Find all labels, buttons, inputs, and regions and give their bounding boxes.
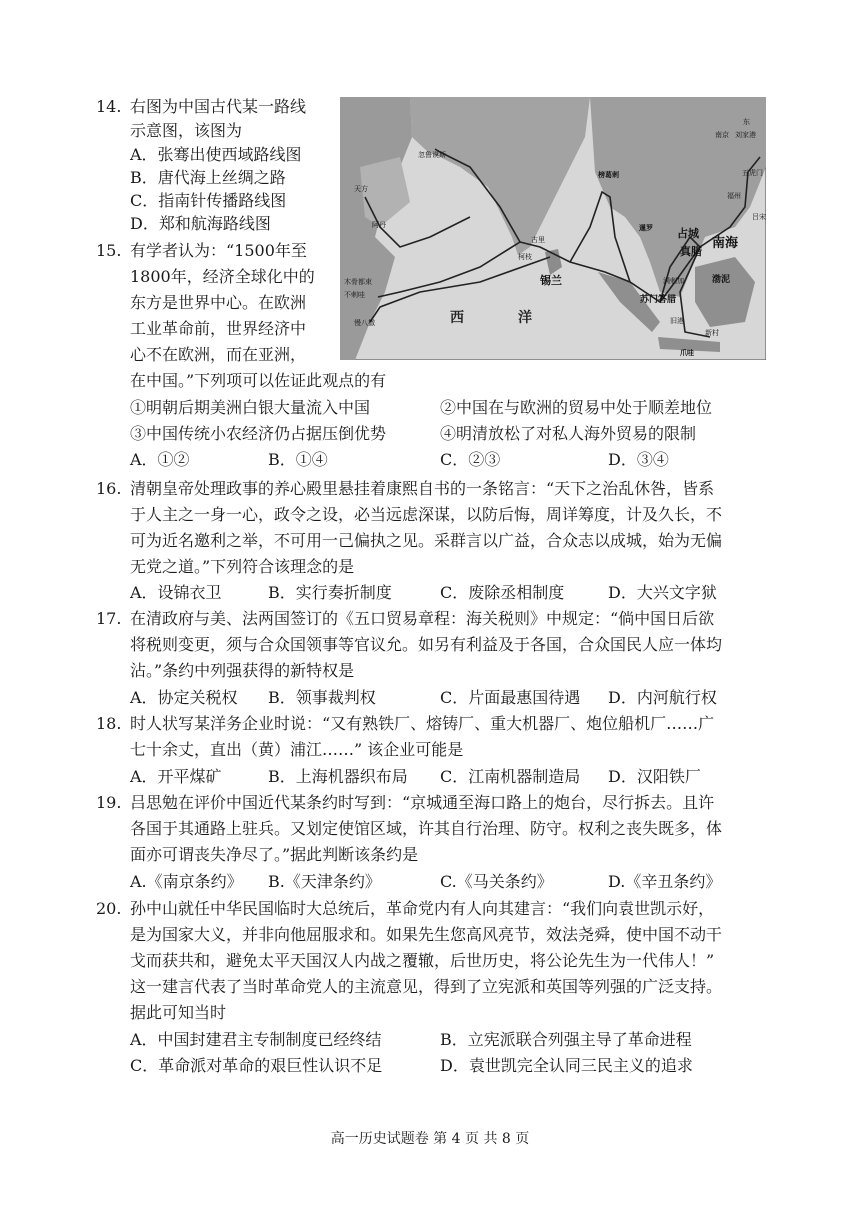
label-bengal: 榜葛剌 [598, 171, 619, 179]
question-stem-line: 据此可知当时 [130, 1003, 227, 1022]
option-c: C．②③ [440, 450, 501, 469]
voyage-route-map [340, 97, 766, 360]
label-ceylon: 锡兰 [540, 274, 562, 287]
label-nanhai: 南海 [712, 236, 739, 251]
label-yang: 洋 [518, 310, 532, 326]
label-mogadishu: 木骨都束 [344, 278, 372, 286]
option-c: C．革命派对革命的艰巨性认识不足 [130, 1056, 383, 1075]
question-number: 16. [96, 479, 122, 498]
option-b: B．立宪派联合列强主导了革命进程 [440, 1030, 692, 1049]
question-stem-line: 无党之道。”下列符合该理念的是 [130, 557, 355, 576]
label-nanjing: 南京 [715, 131, 729, 139]
question-stem-line: 于人主之一身一心，政令之设，必当远虑深谋，以防后悔，周详筹度，计及久长，不 [130, 505, 723, 524]
label-zhancheng: 占城 [677, 227, 699, 240]
question-stem-line: 将税则变更，须与合众国领事等官议允。如另有利益及于各国，合众国民人应一体均 [130, 635, 723, 654]
statement-1: ①明朝后期美洲白银大量流入中国 [130, 398, 371, 417]
label-wuhumen: 五虎门 [742, 169, 763, 177]
question-stem-line: 吕思勉在评价中国近代某条约时写到：“京城通至海口路上的炮台，尽行拆去。且许 [130, 793, 715, 812]
option-b: B.《天津条约》 [268, 872, 381, 891]
option-b: B．实行奏折制度 [268, 583, 392, 602]
question-stem-line: 七十余丈，直出（黄）浦江……” 该企业可能是 [130, 740, 464, 759]
label-malacca: 满剌加 [663, 277, 684, 285]
question-stem-line: 在清政府与美、法两国签订的《五口贸易章程：海关税则》中规定：“倘中国日后欲 [130, 609, 715, 628]
label-kezhi: 柯枝 [518, 253, 532, 261]
label-xi: 西 [450, 310, 464, 326]
label-adan: 阿丹 [372, 221, 386, 229]
option-a: A．张骞出使西域路线图 [130, 145, 302, 164]
label-mombasa: 慢八撒 [354, 319, 375, 327]
question-stem-line: 1800年，经济全球化中的 [130, 267, 315, 286]
label-brawa: 不剌哇 [344, 291, 365, 299]
option-d: D．汉阳铁厂 [608, 767, 701, 786]
statement-2: ②中国在与欧洲的贸易中处于顺差地位 [440, 398, 713, 417]
label-sumatra: 苏门答腊 [640, 295, 677, 305]
statement-4: ④明清放松了对私人海外贸易的限制 [440, 424, 697, 443]
option-c: C.《马关条约》 [440, 872, 553, 891]
question-number: 19. [96, 793, 122, 812]
statement-3: ③中国传统小农经济仍占据压倒优势 [130, 424, 387, 443]
page-footer: 高一历史试题卷 第 4 页 共 8 页 [330, 1131, 530, 1147]
question-number: 14. [96, 97, 122, 116]
question-number: 15. [96, 241, 122, 260]
option-b: B．上海机器织布局 [268, 767, 408, 786]
question-stem-line: 有学者认为：“1500年至 [130, 241, 307, 260]
question-stem-line: 面亦可谓丧失净尽了。”据此判断该条约是 [130, 845, 419, 864]
label-guli: 古里 [531, 236, 545, 244]
question-number: 17. [96, 609, 122, 628]
option-c: C．片面最惠国待遇 [440, 688, 581, 707]
question-stem-line: 时人状写某洋务企业时说：“又有熟铁厂、熔铸厂、重大机器厂、炮位船机厂……广 [130, 714, 715, 733]
label-dong: 东 [743, 118, 750, 126]
option-c: C．废除丞相制度 [440, 583, 565, 602]
option-b: B．唐代海上丝绸之路 [130, 168, 286, 187]
label-xincun: 新村 [705, 329, 719, 337]
question-stem-line: 工业革命前，世界经济中 [130, 319, 307, 338]
option-a: A．中国封建君主专制制度已经终结 [130, 1030, 382, 1049]
question-stem-line: 是为国家大义，并非向他屈服求和。如果先生您高风亮节，效法尧舜，使中国不动干 [130, 925, 723, 944]
option-d: D．③④ [608, 450, 669, 469]
option-d: D.《辛丑条约》 [608, 872, 722, 891]
label-liujiagang: 刘家港 [735, 131, 756, 139]
option-a: A．设锦衣卫 [130, 583, 222, 602]
label-fuzhou: 福州 [727, 192, 741, 200]
label-hormuz: 忽鲁谟斯 [418, 151, 446, 159]
question-stem-line: 孙中山就任中华民国临时大总统后，革命党内有人向其建言：“我们向袁世凯示好， [130, 899, 715, 918]
option-a: A．开平煤矿 [130, 767, 222, 786]
question-stem-line: 心不在欧洲，而在亚洲， [130, 345, 307, 364]
label-java: 爪哇 [680, 349, 694, 357]
option-d: D．大兴文字狱 [608, 583, 717, 602]
question-stem-line: 右图为中国古代某一路线 [130, 97, 307, 116]
option-b: B．①④ [268, 450, 328, 469]
question-stem-line: 示意图，该图为 [130, 121, 243, 140]
label-bozni: 渤泥 [712, 275, 731, 285]
option-d: D．郑和航海路线图 [130, 214, 271, 233]
option-c: C．指南针传播路线图 [130, 191, 287, 210]
question-number: 20. [96, 899, 122, 918]
label-siam: 暹罗 [639, 224, 653, 232]
option-d: D．袁世凯完全认同三民主义的追求 [440, 1056, 693, 1075]
label-jiugang: 旧港 [670, 317, 684, 325]
question-stem-line: 可为近名邀利之举，不可用一己偏执之见。采群言以广益，合众志以成城，始为无偏 [130, 531, 723, 550]
question-number: 18. [96, 714, 122, 733]
label-luzon: 吕宋 [752, 213, 766, 221]
option-a: A.《南京条约》 [130, 872, 243, 891]
question-stem-line: 沾。”条约中列强获得的新特权是 [130, 661, 355, 680]
question-stem-line: 戈而获共和，避免太平天国汉人内战之覆辙，后世历史，将公论先生为一代伟人！” [130, 951, 715, 970]
label-tianfang: 天方 [354, 185, 368, 193]
option-b: B．领事裁判权 [268, 688, 376, 707]
label-zhenla: 真腊 [680, 245, 702, 258]
option-a: A．协定关税权 [130, 688, 238, 707]
question-stem-line: 这一建言代表了当时革命党人的主流意见，得到了立宪派和英国等列强的广泛支持。 [130, 977, 723, 996]
option-a: A．①② [130, 450, 190, 469]
question-stem-line: 清朝皇帝处理政事的养心殿里悬挂着康熙自书的一条铭言：“天下之治乱休咎，皆系 [130, 479, 715, 498]
question-stem-line: 在中国。”下列项可以佐证此观点的有 [130, 371, 387, 390]
question-stem-line: 东方是世界中心。在欧洲 [130, 293, 307, 312]
question-stem-line: 各国于其通路上驻兵。又划定使馆区域，许其自行治理、防守。权利之丧失既多，体 [130, 819, 723, 838]
option-c: C．江南机器制造局 [440, 767, 581, 786]
option-d: D．内河航行权 [608, 688, 717, 707]
